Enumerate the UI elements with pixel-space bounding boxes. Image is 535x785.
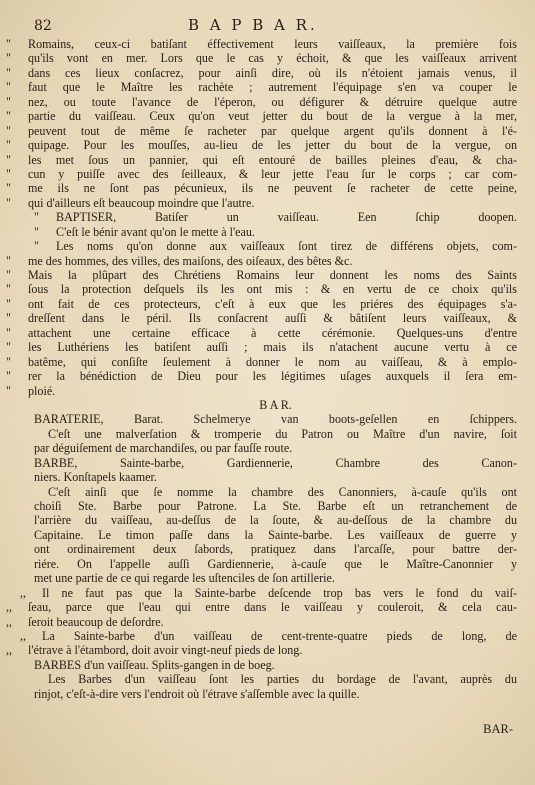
text-line <box>34 485 517 499</box>
line-text: BARBES d'un vaiſſeau. Splits-gangen in de boeg. <box>34 657 275 672</box>
quote-mark: ,, <box>20 585 27 600</box>
line-text: nez, ou toute l'avance de l'éperon, ou défigurer & détruire quelque autre <box>28 94 517 109</box>
text-line <box>34 571 517 585</box>
line-text: par déguiſement de marchandiſes, ou par fauſſe route. <box>34 441 293 456</box>
line-text: ploié. <box>28 383 56 398</box>
line-text: ont fait de ces protecteurs, c'eſt à eux que les priéres des équipages s'a- <box>28 296 517 311</box>
quote-mark: " <box>6 253 11 268</box>
quote-mark: " <box>6 383 11 398</box>
line-text: les Luthériens les batiſent auſſi ; mais ils n'atachent aucune vertu à ce <box>28 340 517 355</box>
quote-mark: " <box>34 210 39 225</box>
line-text: attachent une certaine efficace à cette cérémonie. Quelques-uns d'entre <box>28 325 517 340</box>
text-line <box>6 80 517 95</box>
text-line <box>6 138 517 153</box>
quote-mark: ,, <box>6 614 13 629</box>
line-text: batême, qui conſiſte ſeulement à donner le nom au vaiſſeau, & à emplo- <box>28 354 517 369</box>
text-line <box>34 398 517 412</box>
text-line <box>6 37 517 51</box>
text-line <box>6 340 517 355</box>
body-text <box>6 37 517 701</box>
line-text: les met ſous un pannier, qui eſt entouré de bailles pleines d'eau, & cha- <box>28 152 517 167</box>
line-text: met une partie de ce qui regarde les uſtenciles de ſon artillerie. <box>34 571 335 586</box>
quote-mark: " <box>6 369 11 384</box>
text-line <box>6 94 517 109</box>
quote-mark: " <box>6 282 11 297</box>
text-line <box>34 225 517 239</box>
quote-mark: " <box>6 325 11 340</box>
quote-mark: " <box>6 296 11 311</box>
line-text: partie du vaiſſeau. Ceux qu'on veut jetter du bout de la vergue à la mer, <box>28 109 517 124</box>
quote-mark: " <box>6 181 11 196</box>
quote-mark: " <box>34 224 39 239</box>
quote-mark: " <box>6 152 11 167</box>
quote-mark: " <box>6 354 11 369</box>
text-line <box>6 369 517 384</box>
text-line <box>34 658 517 672</box>
line-text: l'étrave à l'étambord, doit avoir vingt-neuf pieds de long. <box>28 643 303 658</box>
line-text: Les Barbes d'un vaiſſeau ſont les parties du bordage de l'avant, auprès du <box>48 672 517 687</box>
text-line <box>34 557 517 571</box>
line-text: C'eſt une malverſation & tromperie du Patron ou Maître d'un navire, ſoit <box>48 426 517 441</box>
quote-mark: " <box>6 268 11 282</box>
text-line <box>34 687 517 701</box>
line-text: C'eſt le bénir avant qu'on le mette à l'eau. <box>56 224 255 239</box>
line-text: BARATERIE, Barat. Schelmerye van boots-geſellen en ſchippers. <box>34 412 517 427</box>
quote-mark: " <box>6 123 11 138</box>
text-line <box>6 152 517 167</box>
line-text: qu'ils vont en mer. Lors que le cas y échoit, & que les vaiſſeaux arrivent <box>28 51 517 66</box>
text-line <box>6 166 517 181</box>
line-text: BAPTISER, Batiſer un vaiſſeau. Een ſchip doopen. <box>56 210 517 225</box>
quote-mark: " <box>6 65 11 80</box>
line-text: qui d'ailleurs eſt beaucoup moindre que l'autre. <box>28 195 255 210</box>
line-text: me ils ne ſont pas pécunieux, ils ne peuvent ſe racheter de cette peine, <box>28 181 517 196</box>
text-line <box>34 470 517 484</box>
line-text: B A R. <box>259 397 292 412</box>
line-text: choiſi Ste. Barbe pour Patrone. La Ste. Barbe eſt un retranchement de <box>34 499 517 513</box>
quote-mark: " <box>6 195 11 210</box>
text-line <box>6 65 517 80</box>
line-text: Les noms qu'on donne aux vaiſſeaux ſont tirez de différens objets, com- <box>56 239 517 254</box>
text-line <box>6 643 517 658</box>
quote-mark: " <box>6 138 11 153</box>
text-line <box>6 614 517 629</box>
line-text: Mais la plûpart des Chrétiens Romains leur donnent les noms des Saints <box>28 268 517 282</box>
line-text: rinjot, c'eſt-à-dire vers l'endroit où l'étrave s'aſſemble avec la quille. <box>34 686 360 701</box>
text-line <box>34 528 517 542</box>
text-line <box>34 542 517 556</box>
line-text: BARBE, Sainte-barbe, Gardiennerie, Chambre des Canon- <box>34 455 517 470</box>
text-line <box>34 441 517 455</box>
quote-mark: " <box>6 37 11 51</box>
catchword: BAR- <box>483 722 513 736</box>
page-number: 82 <box>34 18 52 34</box>
quote-mark: ,, <box>20 628 27 643</box>
text-line <box>6 181 517 196</box>
text-line <box>34 210 517 224</box>
text-line <box>6 325 517 340</box>
line-text: La Sainte-barbe d'un vaiſſeau de cent-trente-quatre pieds de long, de <box>42 628 517 643</box>
text-line <box>6 51 517 66</box>
quote-mark: " <box>6 51 11 66</box>
quote-mark: " <box>34 239 39 254</box>
text-line <box>6 123 517 138</box>
text-line <box>34 427 517 441</box>
page-header <box>34 16 517 36</box>
line-text: l'arrière du vaiſſeau, au-deſſus de la ſoute, & au-deſſous de la chambre du <box>34 513 517 528</box>
quote-mark: ,, <box>6 600 13 615</box>
text-line <box>34 499 517 513</box>
line-text: faut que le Maître les rachète ; autrement l'équipage s'en va couper le <box>28 80 517 95</box>
quote-mark: " <box>6 311 11 326</box>
line-text: dans ces lieux conſacrez, pour ainſi dire, où ils n'étoient jamais venus, il <box>28 65 517 80</box>
text-line <box>6 311 517 326</box>
text-line <box>6 296 517 311</box>
line-text: niers. Konſtapels kaamer. <box>34 470 157 485</box>
text-line <box>20 585 517 600</box>
quote-mark: " <box>6 80 11 95</box>
text-line <box>34 672 517 686</box>
line-text: me des hommes, des villes, des maiſons, des oiſeaux, des bêtes &c. <box>28 253 353 268</box>
line-text: ſeau, parce que l'eau qui entre dans le vaiſſeau y couleroit, & cela cau- <box>28 600 517 615</box>
quote-mark: " <box>6 109 11 124</box>
text-line <box>6 600 517 615</box>
text-line <box>6 383 517 398</box>
text-line <box>6 354 517 369</box>
text-line <box>6 268 517 282</box>
text-line <box>20 628 517 643</box>
text-line <box>6 195 517 210</box>
running-title: B A P B A R. <box>188 16 318 34</box>
text-line <box>6 253 517 268</box>
quote-mark: " <box>6 94 11 109</box>
quote-mark: ,, <box>6 643 13 658</box>
line-text: ſeroit beaucoup de deſordre. <box>28 614 164 629</box>
text-line <box>34 513 517 527</box>
quote-mark: " <box>6 166 11 181</box>
line-text: dreſſent dans le péril. Ils conſacrent auſſi & bâtiſent leurs vaiſſeaux, & <box>28 311 517 326</box>
line-text: rer la bénédiction de Dieu pour les légitimes uſages auxquels il ſera em- <box>28 369 517 384</box>
line-text: Il ne faut pas que la Sainte-barbe deſcende trop bas vers le fond du vaiſ- <box>42 585 517 600</box>
line-text: Romains, ceux-ci batiſant éffectivement leurs vaiſſeaux, la première fois <box>28 37 517 51</box>
line-text: Capitaine. Le timon paſſe dans la Sainte-barbe. Les vaiſſeaux de guerre y <box>34 527 517 542</box>
line-text: cun y puiſſe avec des ſeilleaux, & leur jette l'eau ſur le corps ; car com- <box>28 166 517 181</box>
text-line <box>34 456 517 470</box>
line-text: riére. On l'appelle auſſi Gardiennerie, à-cauſe que le Maître-Canonnier y <box>34 556 517 571</box>
text-line <box>6 109 517 124</box>
line-text: ont ordinairement deux ſabords, pratiquez dans l'arcaſſe, pour battre der- <box>34 542 517 557</box>
quote-mark: " <box>6 340 11 355</box>
text-line <box>6 282 517 297</box>
line-text: quipage. Pour les mouſſes, au-lieu de les jetter du bout de la vergue, on <box>28 138 517 153</box>
line-text: peuvent tout de même ſe racheter par quelque argent qu'ils donnent à l'é- <box>28 123 517 138</box>
text-line <box>34 412 517 426</box>
line-text: ſous la protection deſquels ils les ont mis : & en vertu de ce choix qu'ils <box>28 282 517 297</box>
line-text: C'eſt ainſi que ſe nomme la chambre des Canonniers, à-cauſe qu'ils ont <box>48 484 517 499</box>
text-line <box>34 239 517 253</box>
